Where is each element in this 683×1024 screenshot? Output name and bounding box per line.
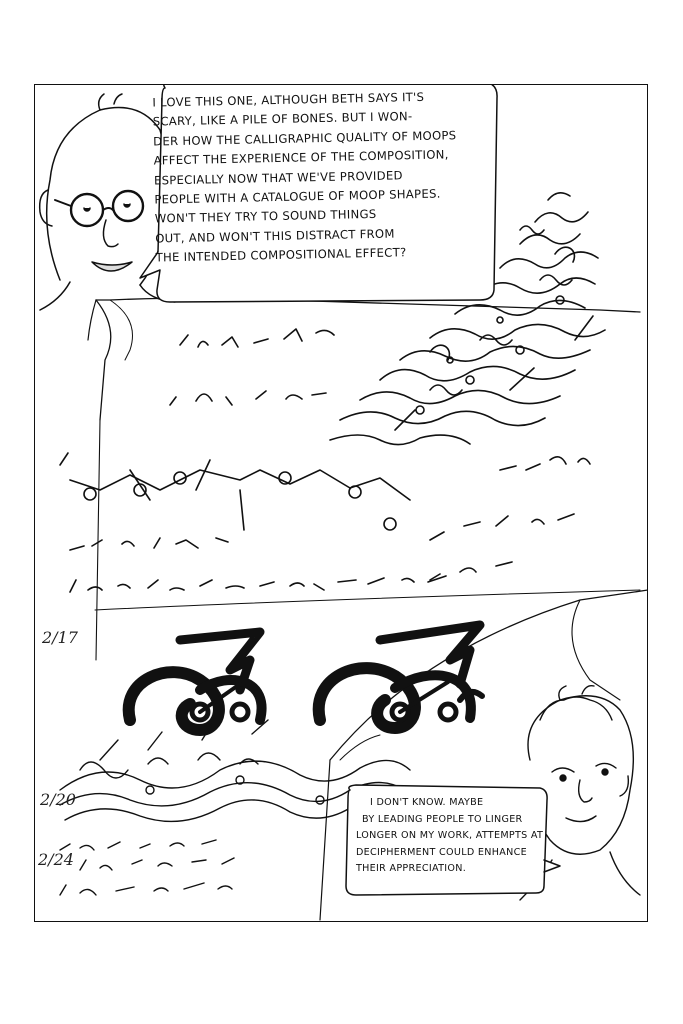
large-moop-glyphs — [129, 625, 482, 730]
moop-script-rows — [60, 329, 590, 592]
margin-date: 2/24 — [38, 850, 74, 869]
speech-line: DECIPHERMENT COULD ENHANCE — [356, 846, 527, 858]
speech-line: I LOVE THIS ONE, ALTHOUGH BETH SAYS IT'S — [152, 89, 425, 110]
speech-line: LONGER ON MY WORK, ATTEMPTS AT — [356, 830, 544, 842]
speech-line: DER HOW THE CALLIGRAPHIC QUALITY OF MOOPS — [153, 127, 457, 149]
speech-line: ESPECIALLY NOW THAT WE'VE PROVIDED — [153, 167, 403, 188]
speech-line: THEIR APPRECIATION. — [356, 863, 467, 875]
speech-line: THE INTENDED COMPOSITIONAL EFFECT? — [155, 245, 407, 265]
speech-text-bottom — [356, 795, 544, 878]
speech-text-top — [152, 87, 492, 269]
speech-line: AFFECT THE EXPERIENCE OF THE COMPOSITION, — [153, 147, 449, 168]
speech-line: OUT, AND WON'T THIS DISTRACT FROM — [155, 226, 395, 246]
speech-line: I DON'T KNOW. MAYBE — [370, 797, 484, 808]
paper-sheet-upper — [88, 298, 640, 660]
speech-line: SCARY, LIKE A PILE OF BONES. BUT I WON- — [152, 109, 413, 129]
margin-date: 2/17 — [42, 628, 78, 647]
speech-line: BY LEADING PEOPLE TO LINGER — [362, 813, 523, 825]
speech-line: PEOPLE WITH A CATALOGUE OF MOOP SHAPES. — [154, 186, 441, 207]
speech-line: WON'T THEY TRY TO SOUND THINGS — [154, 207, 377, 226]
margin-date: 2/20 — [40, 790, 76, 809]
